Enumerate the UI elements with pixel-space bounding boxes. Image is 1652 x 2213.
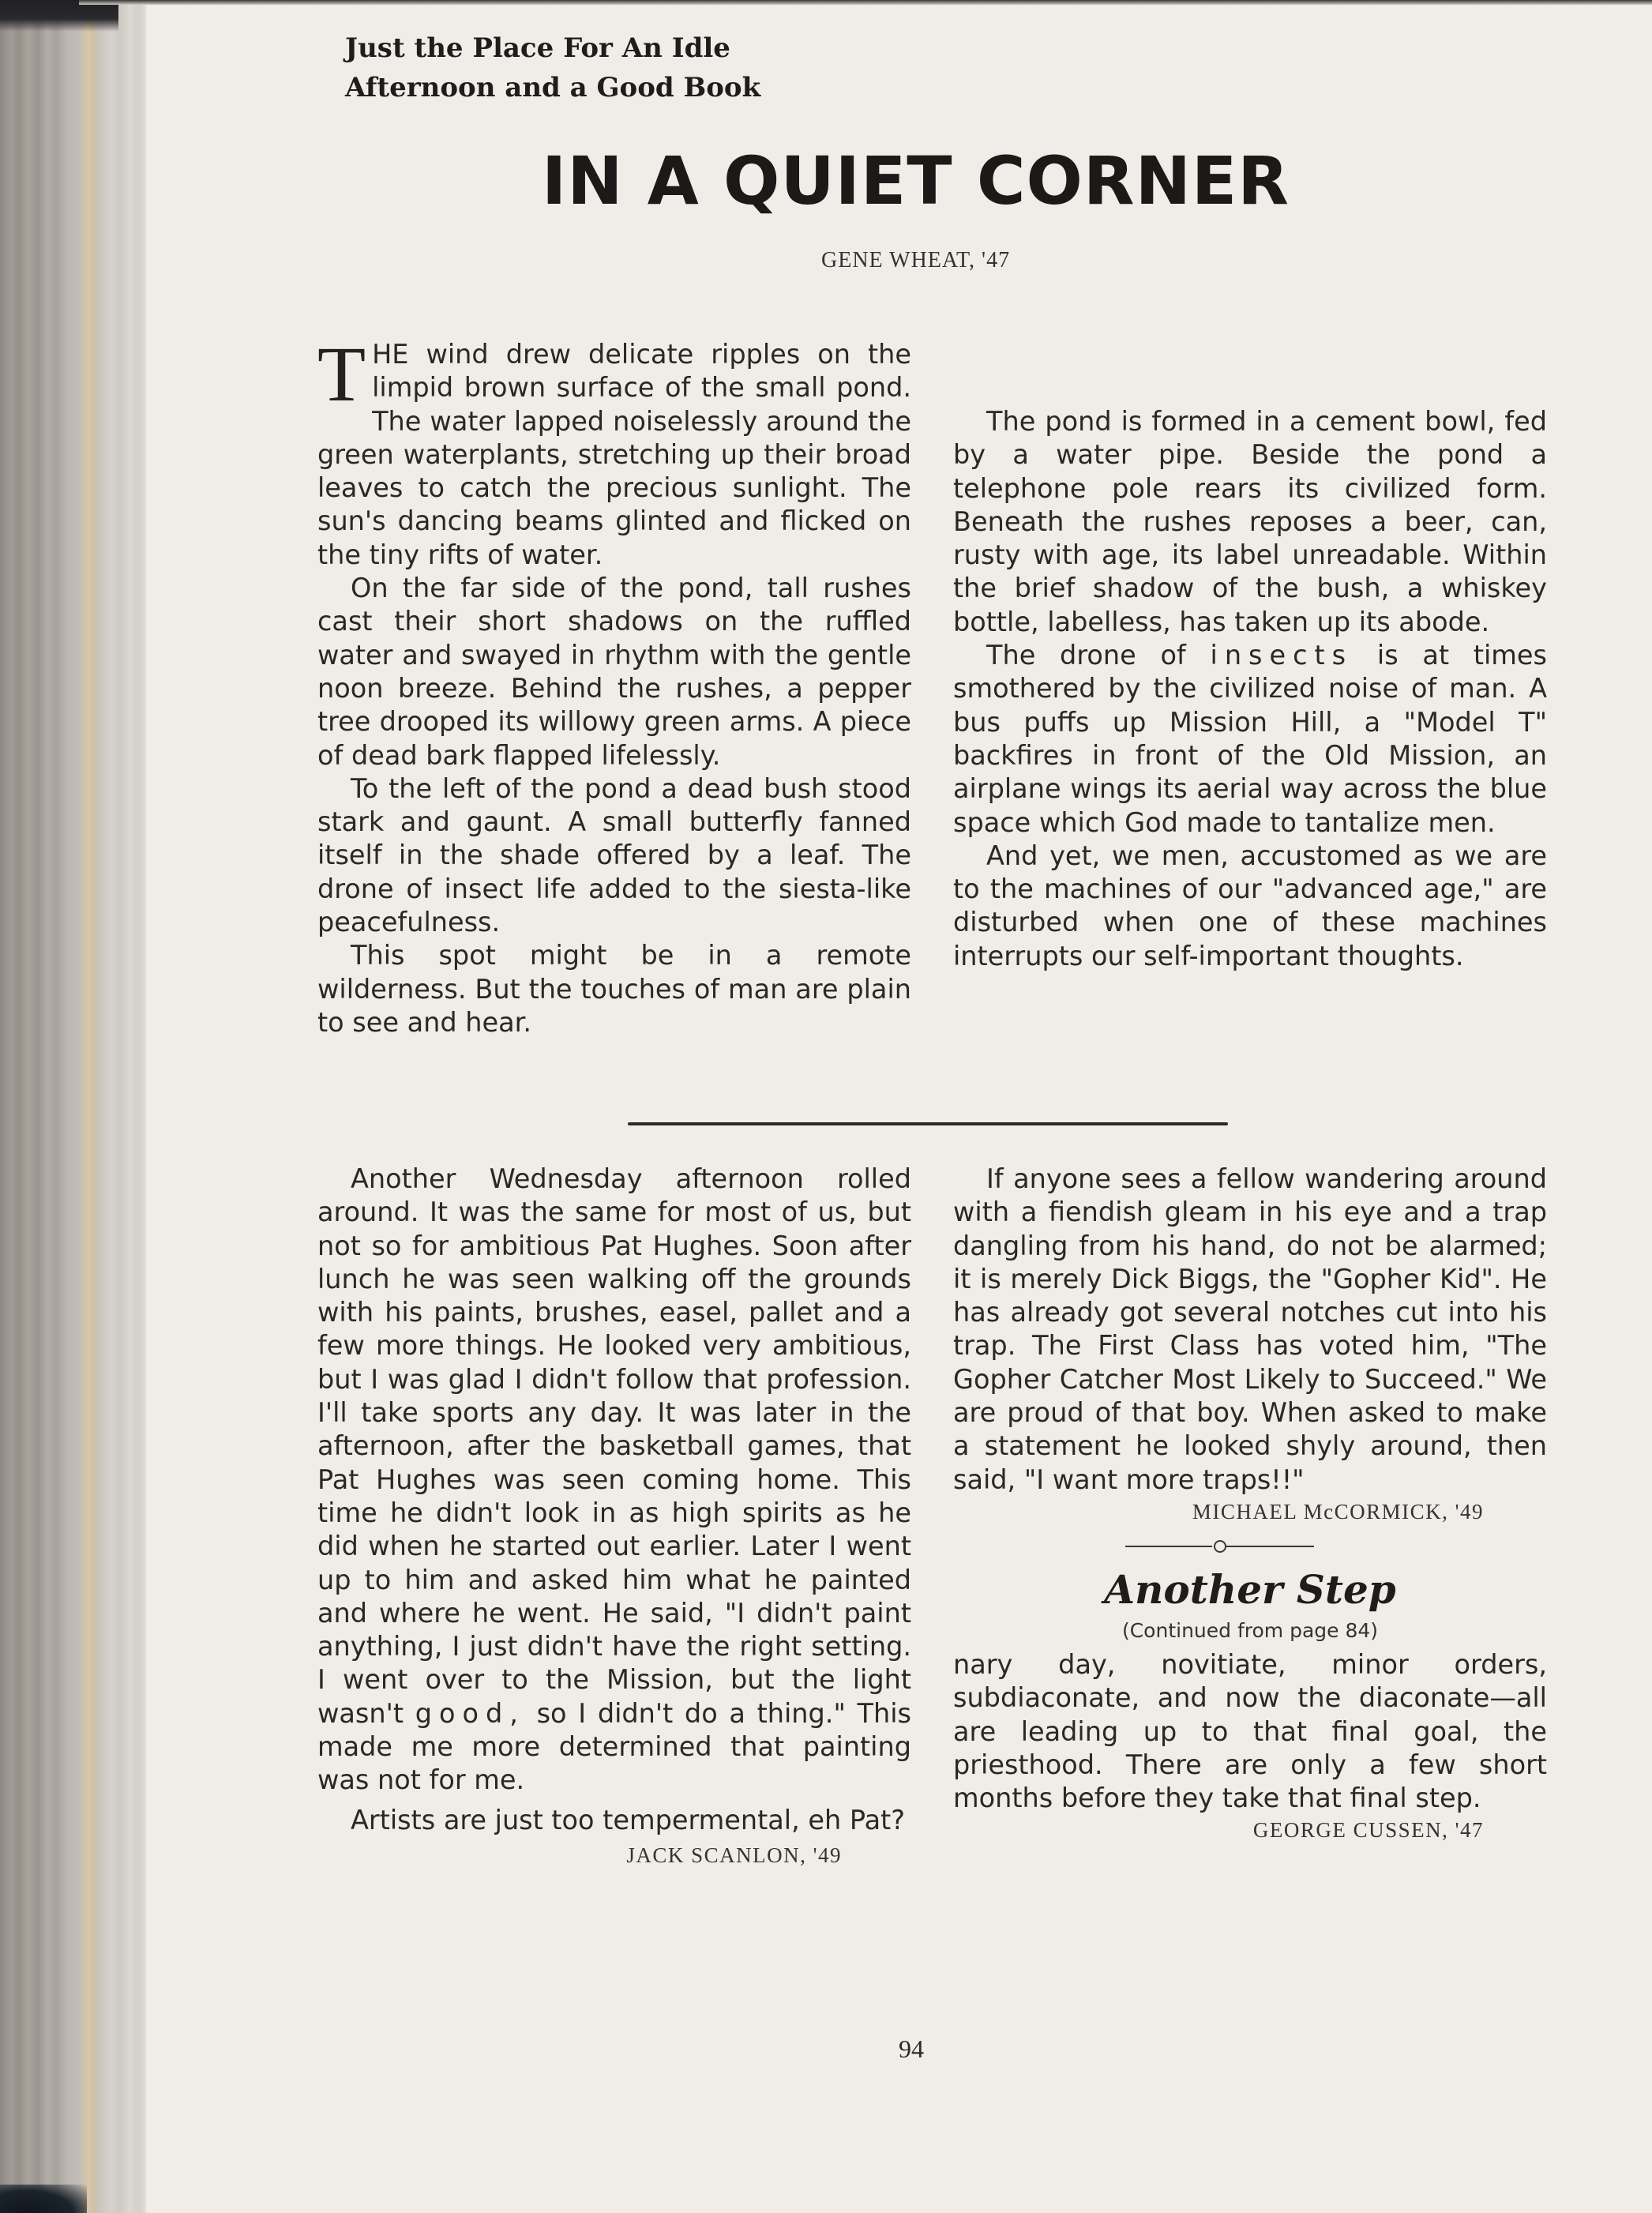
article-title: IN A QUIET CORNER (542, 142, 1290, 220)
paragraph: To the left of the pond a dead bush stood stark and gaunt. A small butterfly fanned itself in the shade offered by a leaf. The drone of insect life added to the siesta-like peacefulness. (317, 772, 911, 938)
magazine-page (146, 5, 1652, 2213)
paragraph: THE wind drew delicate ripples on the limpid brown surface of the small pond. The water lapped noiselessly around the green waterplants, stretching up their broad leaves to catch the precious sunlight. The sun's dancing beams glinted and flicked on the tiny rifts of water. (317, 330, 911, 570)
kicker-line-2: Afternoon and a Good Book (345, 72, 761, 103)
section-divider-rule (628, 1122, 1228, 1125)
binding-shadow-bottom (0, 2185, 87, 2213)
binding-shadow-top (0, 0, 118, 32)
paragraph: Artists are just too tempermental, eh Pat? (351, 1804, 906, 1835)
paragraph: If anyone sees a fellow wandering around with a fiendish gleam in his eye and a trap dangling from his hand, do not be alarmed; it is merely Dick Biggs, the "Gopher Kid". He has already got several notches cut into his trap. The First Class has voted him, "The Gopher Catcher Most Likely to Succeed." We are proud of that boy. When asked to make a statement he looked shyly around, then said, "I want more traps!!" (953, 1163, 1547, 1495)
subhead-another-step: Another Step (1104, 1565, 1396, 1613)
drop-cap: T (317, 330, 366, 418)
continued-note: (Continued from page 84) (1121, 1618, 1379, 1642)
book-binding-edge (0, 0, 146, 2213)
ornament-line-right (1226, 1546, 1314, 1547)
signature: MICHAEL McCORMICK, '49 (1192, 1499, 1484, 1524)
signature: GEORGE CUSSEN, '47 (1252, 1818, 1484, 1843)
paragraph: This spot might be in a remote wilderness. But the touches of man are plain to see and hear. (317, 940, 911, 1038)
main-article-column-1 (317, 330, 911, 1039)
article-byline: GENE WHEAT, '47 (821, 248, 1011, 272)
ornament-circle-icon (1214, 1540, 1226, 1553)
paragraph: nary day, novitiate, minor orders, subdiaconate, and now the diaconate—all are leading up to that final goal, the priesthood. There are only a few short months before they take that final step. (953, 1648, 1547, 1814)
ornament-divider (953, 1535, 1547, 1558)
signature: JACK SCANLON, '49 (626, 1843, 842, 1867)
paragraph: The pond is formed in a cement bowl, fed by a water pipe. Beside the pond a telephone pole rears its civilized form. Beneath the rushes reposes a beer, can, rusty with age, its label unreadable. Within the brief shadow of the bush, a whiskey bottle, labelless, has taken up its abode. (953, 406, 1547, 637)
paragraph: Another Wednesday afternoon rolled around. It was the same for most of us, but not so for ambitious Pat Hughes. Soon after lunch he was seen walking off the grounds with his paints, brushes, easel, pallet and a few more things. He looked very ambitious, but I was glad I didn't follow that profession. I'll take sports any day. It was later in the afternoon, after the basketball games, that Pat Hughes was seen coming home. This time he didn't look in as high spirits as he did when he started out earlier. Later I went up to him and asked him what he painted and where he went. He said, "I didn't paint anything, I just didn't have the right setting. I went over to the Mission, but the light wasn't good, so I didn't do a thing." This made me more determined that painting was not for me. (317, 1163, 912, 1796)
kicker-line-1: Just the Place For An Idle (345, 32, 730, 64)
article-kicker (345, 28, 760, 107)
ornament-line-left (1125, 1546, 1212, 1547)
main-article-column-2 (953, 338, 1547, 973)
paragraph: The drone of insects is at times smothered by the civilized noise of man. A bus puffs up Mission Hill, a "Model T" backfires in front of the Old Mission, an airplane wings its aerial way across the blue space which God made to tantalize men. (953, 640, 1547, 838)
pat-hughes-column (317, 1163, 911, 1870)
page-number: 94 (899, 2035, 924, 2063)
spaced-word: insects (1210, 640, 1354, 671)
spaced-word: good, (415, 1697, 525, 1729)
paragraph: On the far side of the pond, tall rushes cast their short shadows on the ruffled water and swayed in rhythm with the gentle noon breeze. Behind the rushes, a pepper tree drooped its willowy green arms. A piece of dead bark flapped lifelessly. (317, 573, 911, 771)
paragraph: And yet, we men, accustomed as we are to the machines of our "advanced age," are disturbed when one of these machines interrupts our self-important thoughts. (953, 840, 1547, 971)
gopher-and-another-step-column (953, 1163, 1547, 1845)
